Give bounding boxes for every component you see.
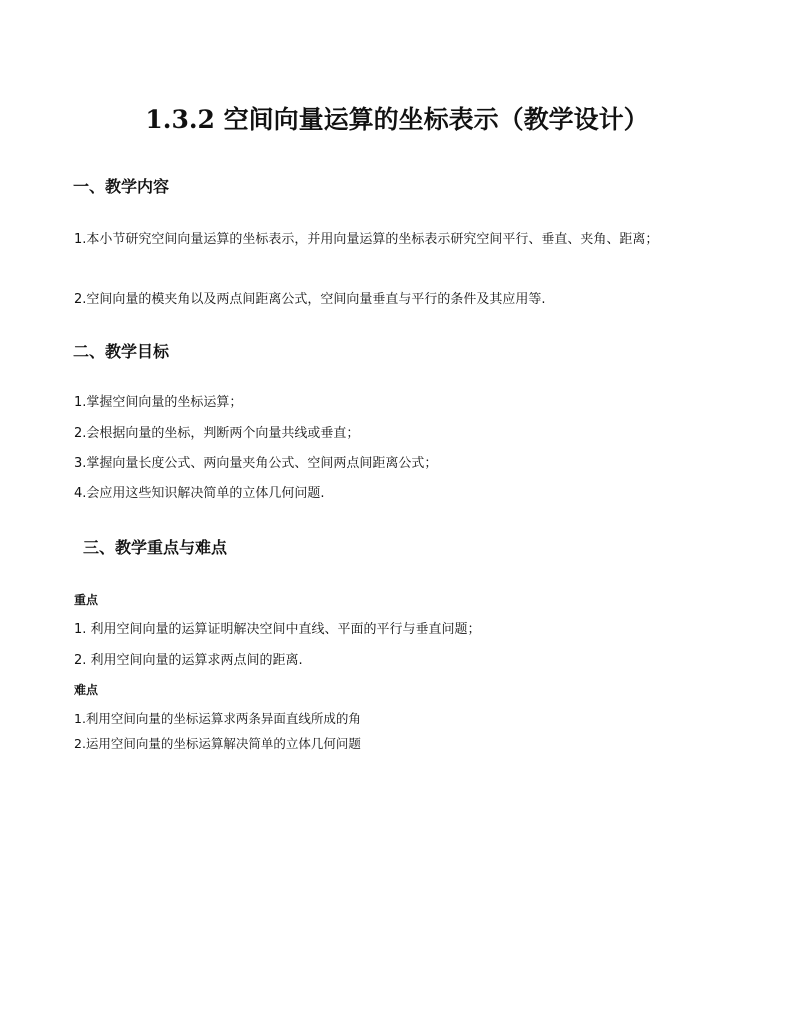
difficulty-label: 难点 [74, 683, 99, 697]
section-heading-content: 一、教学内容 [73, 177, 170, 196]
objective-item-3: 3.掌握向量长度公式、两向量夹角公式、空间两点间距离公式； [74, 456, 438, 471]
difficulty-item-1: 1.利用空间向量的坐标运算求两条异面直线所成的角 [74, 711, 361, 726]
objective-item-1: 1.掌握空间向量的坐标运算； [74, 395, 243, 410]
content-item-1: 1.本小节研究空间向量运算的坐标表示，并用向量运算的坐标表示研究空间平行、垂直、夹角、距离； [74, 232, 659, 247]
section-heading-key-points: 三、教学重点与难点 [83, 538, 228, 557]
key-point-item-1: 1. 利用空间向量的运算证明解决空间中直线、平面的平行与垂直问题； [74, 622, 481, 637]
section-heading-objectives: 二、教学目标 [73, 342, 170, 361]
objective-item-4: 4.会应用这些知识解决简单的立体几何问题. [74, 486, 325, 501]
key-point-item-2: 2. 利用空间向量的运算求两点间的距离. [74, 653, 303, 668]
objective-item-2: 2.会根据向量的坐标，判断两个向量共线或垂直； [74, 426, 360, 441]
difficulty-item-2: 2.运用空间向量的坐标运算解决简单的立体几何问题 [74, 736, 361, 751]
key-points-label: 重点 [74, 593, 99, 607]
document-title: 1.3.2 空间向量运算的坐标表示（教学设计） [145, 105, 649, 134]
content-item-2: 2.空间向量的模夹角以及两点间距离公式，空间向量垂直与平行的条件及其应用等. [74, 292, 546, 307]
